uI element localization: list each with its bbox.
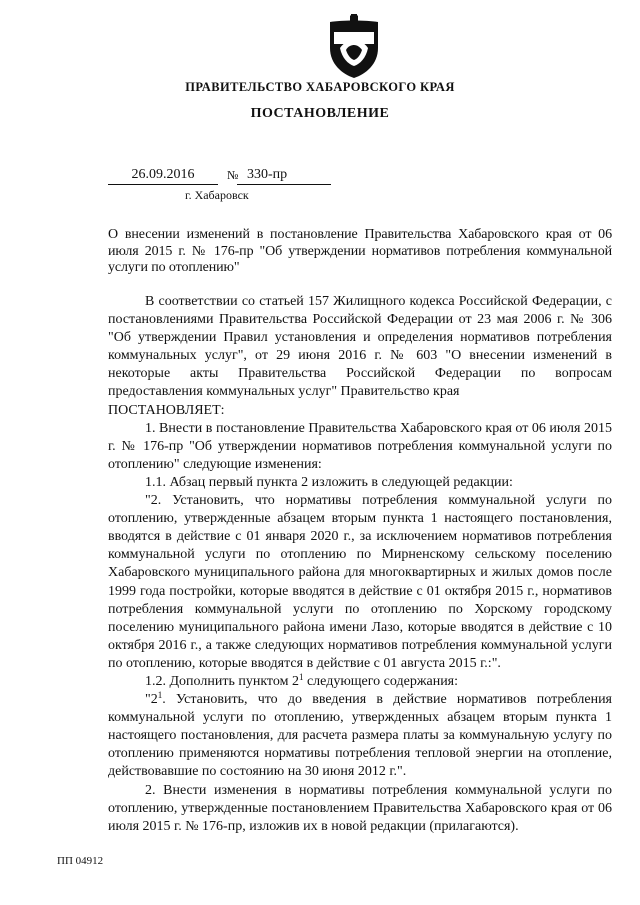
number-sign: № (227, 168, 239, 182)
document-type: ПОСТАНОВЛЕНИЕ (250, 106, 390, 121)
item-1-1-paragraph: 1.1. Абзац первый пункта 2 изложить в следующей редакции: (145, 474, 513, 490)
decree-body (108, 293, 612, 836)
item-2-1-text-paragraph (108, 691, 612, 781)
preamble-paragraph: В соответствии со статьей 157 Жилищного кодекса Российской Федерации, с постановлениями Правительства Российской Федерации от 23 мая 2006 г. № 306 "Об утверждении Правил установления и определения нормативов потребления коммунальных услуг", от 29 июня 2016 г. № 603 "О внесении изменений в некоторые акты Правительства Российской Федерации по вопросам предоставления коммунальных услуг" Правительство края (108, 294, 612, 400)
footer-code: ПП 04912 (57, 855, 104, 867)
decree-number: 330-пр (237, 167, 331, 185)
item-2-paragraph: 2. Внести изменения в нормативы потребления коммунальной услуги по отоплению, утвержденные постановлением Правительства Хабаровского края от 06 июля 2015 г. № 176-пр, изложив их в новой редакции (прилагаются). (108, 782, 612, 834)
item-1-1-text-paragraph: "2. Установить, что нормативы потребления коммунальной услуги по отоплению, утвержденные абзацем вторым пункта 1 настоящего постановления, вводятся в действие с 01 января 2020 г., за исключением нормативов потребления коммунальной услуги по отоплению по Мирненскому сельскому поселению Хабаровского муниципального района для многоквартирных и жилых домов после 1999 года постройки, которые вводятся в действие с 01 октября 2015 г., нормативов потребления коммунальной услуги по отоплению по Хорскому городскому поселению муниципального района имени Лазо, которые вводятся в действие с 10 октября 2016 г., а также следующих нормативов потребления коммунальной услуги по отоплению, которые вводятся в действие с 01 августа 2015 г.:". (108, 493, 612, 671)
decree-date: 26.09.2016 (108, 167, 218, 185)
decree-subject: О внесении изменений в постановление Правительства Хабаровского края от 06 июля 2015 г. № 176-пр "Об утверждении нормативов потребления коммунальной услуги по отоплению" (108, 227, 612, 276)
item-1-2-start: 1.2. Дополнить пунктом 2 (145, 673, 299, 689)
government-title: ПРАВИТЕЛЬСТВО ХАБАРОВСКОГО КРАЯ (185, 80, 455, 94)
item-1-paragraph: 1. Внести в постановление Правительства Хабаровского края от 06 июля 2015 г. № 176-пр "Об утверждении нормативов потребления коммунальной услуги по отоплению" следующие изменения: (108, 420, 612, 472)
decree-word: ПОСТАНОВЛЯЕТ: (108, 402, 225, 418)
item-2-1-superscript: 1 (157, 690, 163, 701)
item-2-1-end: . Установить, что до введения в действие нормативов потребления коммунальной услуги по отоплению, утвержденных абзацем вторым пункта 1 настоящего постановления, для расчета размера платы за коммунальную услугу по отоплению применяются нормативы потребления тепловой энергии на отопление, действовавшие по состоянию на 30 июня 2012 г.". (108, 692, 612, 780)
coat-of-arms-emblem (324, 14, 384, 80)
item-1-2-end: следующего содержания: (303, 673, 459, 689)
item-2-1-start: "2 (145, 692, 158, 708)
item-1-2-superscript: 1 (298, 671, 304, 682)
decree-city: г. Хабаровск (185, 188, 249, 202)
item-1-2-paragraph (108, 673, 612, 691)
